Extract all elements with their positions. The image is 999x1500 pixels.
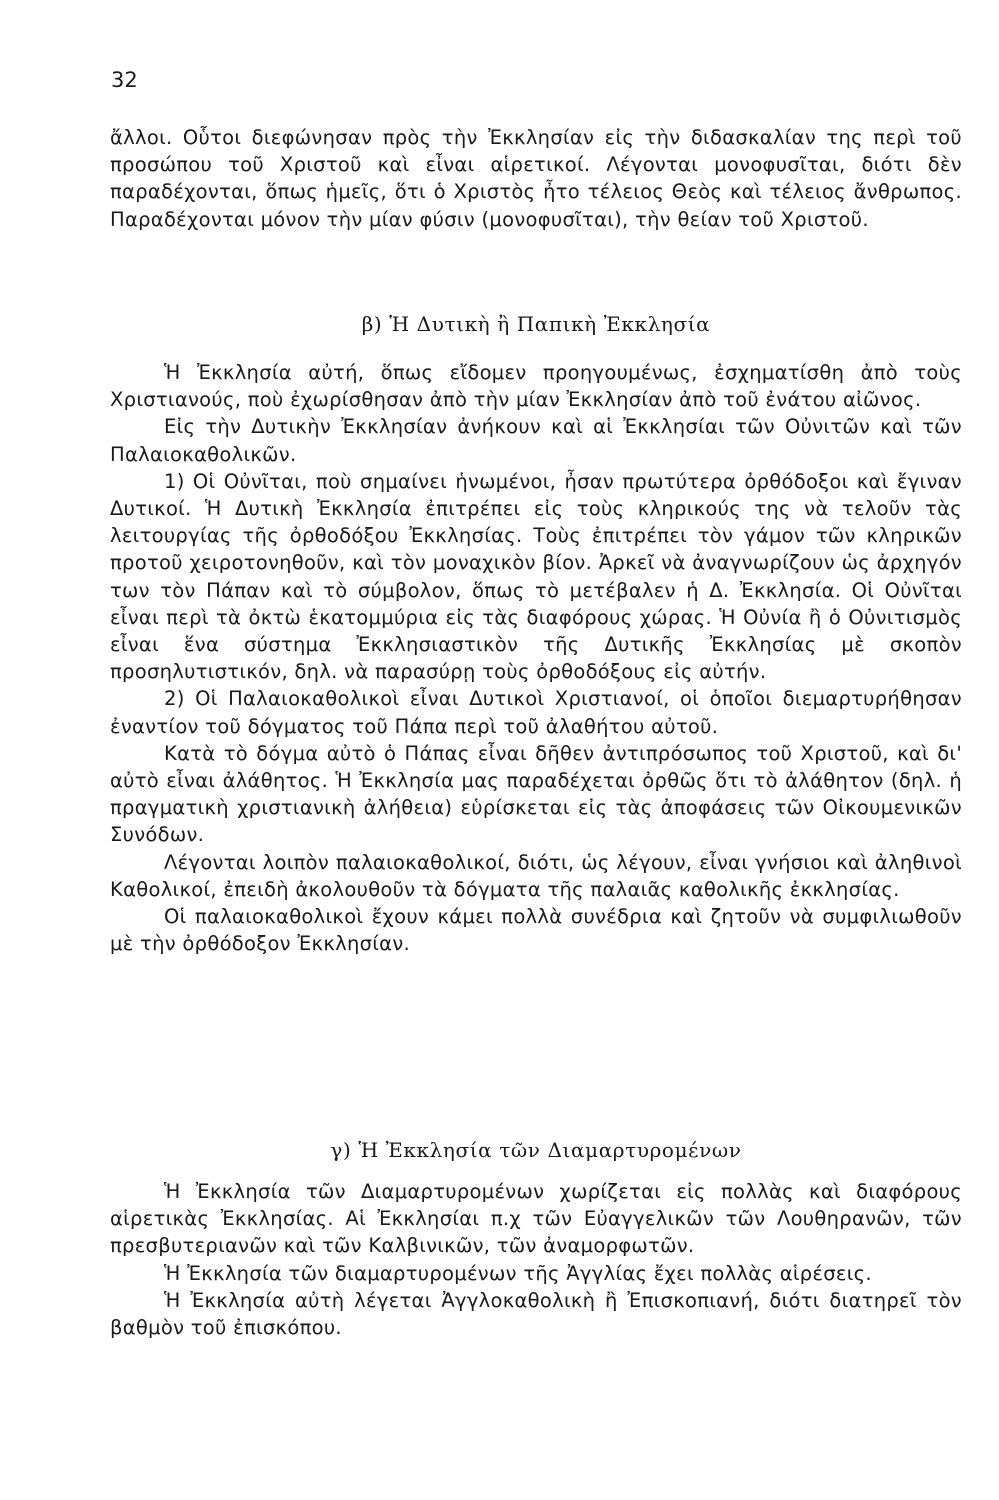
paragraph: Εἰς τὴν Δυτικὴν Ἐκκλησίαν ἀνήκουν καὶ αἱ Ἐκκλησίαι τῶν Οὐνιτῶν καὶ τῶν Παλαιοκαθολικῶν. — [110, 415, 962, 466]
paragraph: Ἡ Ἐκκλησία αὐτή, ὅπως εἴδομεν προηγουμένως, ἐσχηματίσθη ἀπὸ τοὺς Χριστιανούς, ποὺ ἐχωρίσθησαν ἀπὸ τὴν μίαν Ἐκκλησίαν ἀπὸ τοῦ ἐνάτου αἰῶνος. — [110, 361, 962, 412]
paragraph: Ἡ Ἐκκλησία τῶν Διαμαρτυρομένων χωρίζεται εἰς πολλὰς καὶ διαφόρους αἱρετικὰς Ἐκκλησίας. Αἱ Ἐκκλησίαι π.χ τῶν Εὐαγγελικῶν τῶν Λουθηρανῶν, τῶν πρεσβυτεριανῶν καὶ τῶν Καλβινικῶν, τῶν ἀναμορφωτῶν. — [110, 1180, 962, 1258]
paragraph: Λέγονται λοιπὸν παλαιοκαθολικοί, διότι, ὡς λέγουν, εἶναι γνήσιοι καὶ ἀληθινοὶ Καθολικοί, ἐπειδὴ ἀκολουθοῦν τὰ δόγματα τῆς παλαιᾶς καθολικῆς ἐκκλησίας. — [110, 850, 962, 901]
intro-paragraph: ἄλλοι. Οὗτοι διεφώνησαν πρὸς τὴν Ἐκκλησίαν εἰς τὴν διδασκαλίαν της περὶ τοῦ προσώπου τοῦ Χριστοῦ καὶ εἶναι αἱρετικοί. Λέγονται μονοφυσῖται, διότι δὲν παραδέχονται, ὅπως ἡμεῖς, ὅτι ὁ Χριστὸς ἦτο τέλειος Θεὸς καὶ τέλειος ἄνθρωπος. Παραδέχονται μόνον τὴν μίαν φύσιν (μονοφυσῖται), τὴν θείαν τοῦ Χριστοῦ. — [110, 126, 962, 231]
page-number: 32 — [111, 68, 138, 92]
paragraph: Ἡ Ἐκκλησία αὐτὴ λέγεται Ἀγγλοκαθολικὴ ἢ Ἐπισκοπιανή, διότι διατηρεῖ τὸν βαθμὸν τοῦ ἐπισκόπου. — [110, 1288, 962, 1340]
intro-section — [110, 124, 962, 233]
paragraph: 2) Οἱ Παλαιοκαθολικοὶ εἶναι Δυτικοὶ Χριστιανοί, οἱ ὁποῖοι διεμαρτυρήθησαν ἐναντίον τοῦ δόγματος τοῦ Πάπα περὶ τοῦ ἀλαθήτου αὐτοῦ. — [110, 687, 962, 738]
paragraph: Κατὰ τὸ δόγμα αὐτὸ ὁ Πάπας εἶναι δῆθεν ἀντιπρόσωπος τοῦ Χριστοῦ, καὶ δι' αὐτὸ εἶναι ἀλάθητος. Ἡ Ἐκκλησία μας παραδέχεται ὀρθῶς ὅτι τὸ ἀλάθητον (δηλ. ἡ πραγματικὴ χριστιανικὴ ἀλήθεια) εὑρίσκεται εἰς τὰς ἀποφάσεις τῶν Οἰκουμενικῶν Συνόδων. — [110, 741, 962, 847]
section-c-heading: γ) Ἡ Ἐκκλησία τῶν Διαμαρτυρομένων — [330, 1138, 742, 1162]
section-b-heading: β) Ἡ Δυτικὴ ἢ Παπικὴ Ἐκκλησία — [361, 312, 711, 336]
paragraph: 1) Οἱ Οὐνῖται, ποὺ σημαίνει ἡνωμένοι, ἦσαν πρωτύτερα ὀρθόδοξοι καὶ ἔγιναν Δυτικοί. Ἡ Δυτικὴ Ἐκκλησία ἐπιτρέπει εἰς τοὺς κληρικούς της νὰ τελοῦν τὰς λειτουργίας τῆς ὀρθοδόξου Ἐκκλησίας. Τοὺς ἐπιτρέπει τὸν γάμον τῶν κληρικῶν προτοῦ χειροτονηθοῦν, καὶ τὸν μοναχικὸν βίον. Ἀρκεῖ νὰ ἀναγνωρίζουν ὡς ἀρχηγόν των τὸν Πάπαν καὶ τὸ σύμβολον, ὅπως τὸ μετέβαλεν ἡ Δ. Ἐκκλησία. Οἱ Οὐνῖται εἶναι περὶ τὰ ὀκτὼ ἑκατομμύρια εἰς τὰς διαφόρους χώρας. Ἡ Οὐνία ἢ ὁ Οὐνιτισμὸς εἶναι ἕνα σύστημα Ἐκκλησιαστικὸν τῆς Δυτικῆς Ἐκκλησίας μὲ σκοπὸν προσηλυτιστικόν, δηλ. νὰ παρασύρῃ τοὺς ὀρθοδόξους εἰς αὐτήν. — [110, 469, 962, 684]
paragraph: Ἡ Ἐκκλησία τῶν διαμαρτυρομένων τῆς Ἀγγλίας ἔχει πολλὰς αἱρέσεις. — [164, 1261, 872, 1285]
paragraph: Οἱ παλαιοκαθολικοὶ ἔχουν κάμει πολλὰ συνέδρια καὶ ζητοῦν νὰ συμφιλιωθοῦν μὲ τὴν ὀρθόδοξον Ἐκκλησίαν. — [110, 905, 962, 956]
section-c-body — [110, 1178, 962, 1341]
section-b-body — [110, 359, 962, 957]
